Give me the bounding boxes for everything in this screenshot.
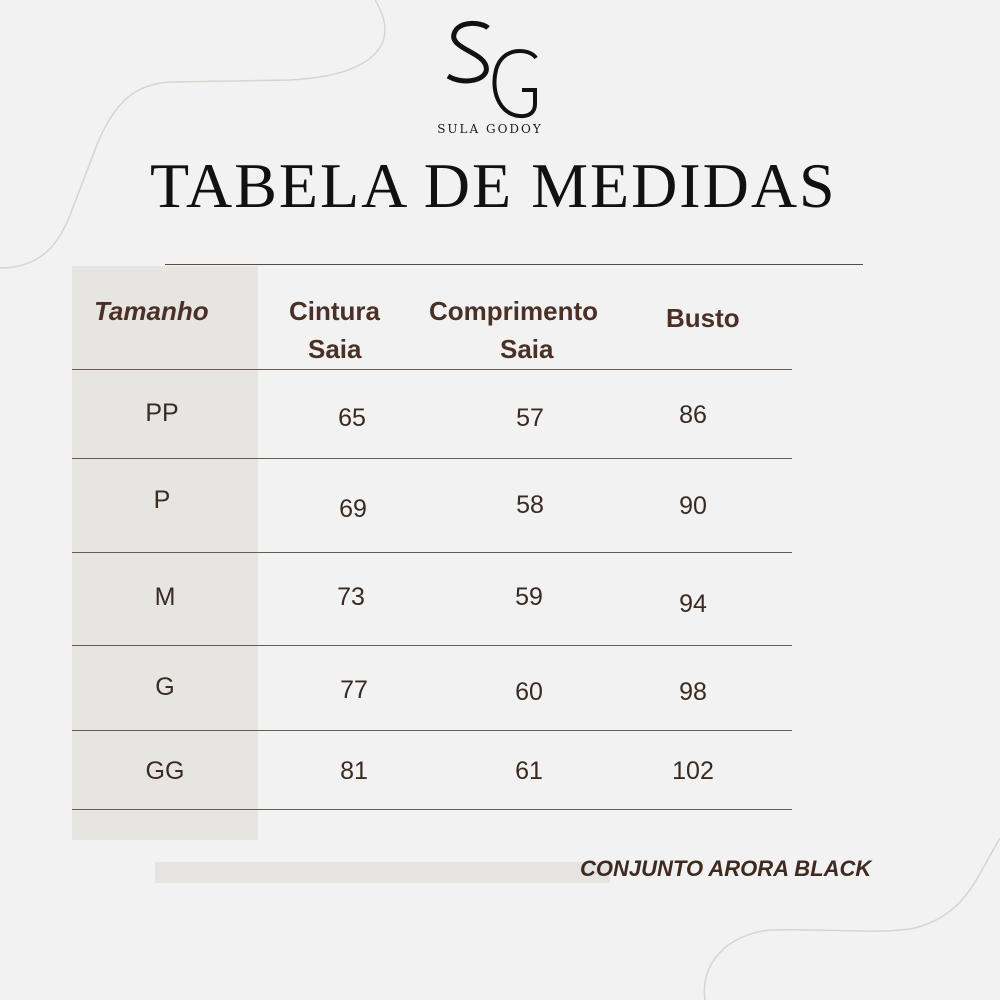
cell-length: 60 [515,678,543,706]
header-waist [289,292,380,368]
row-divider [72,645,792,646]
cell-size: G [155,673,175,701]
cell-size: PP [145,399,179,427]
size-column-background [72,266,258,840]
cell-bust: 98 [679,678,707,706]
cell-bust: 102 [672,757,714,785]
cell-length: 59 [515,583,543,611]
cell-waist: 81 [340,757,368,785]
header-length-line2: Saia [500,334,554,364]
row-divider [72,369,792,370]
cell-length: 61 [515,757,543,785]
row-divider [72,809,792,810]
cell-bust: 90 [679,492,707,520]
header-bust: Busto [666,303,740,333]
row-divider [72,552,792,553]
cell-size: M [154,583,176,611]
brand-name: SULA GODOY [437,122,543,136]
header-length-line1: Comprimento [429,296,598,326]
cell-waist: 65 [338,404,366,432]
footer-decorative-bar [155,862,610,883]
header-waist-line2: Saia [308,334,362,364]
title-divider [165,264,863,265]
cell-length: 57 [516,404,544,432]
brand-logo-monogram [440,18,550,124]
product-name: CONJUNTO ARORA BLACK [580,856,872,881]
header-length [429,292,598,368]
cell-size: GG [145,757,185,785]
cell-waist: 77 [340,676,368,704]
cell-length: 58 [516,491,544,519]
cell-waist: 69 [339,495,367,523]
header-waist-line1: Cintura [289,296,380,326]
page-title: TABELA DE MEDIDAS [150,150,837,221]
row-divider [72,458,792,459]
cell-bust: 86 [679,401,707,429]
cell-bust: 94 [679,590,707,618]
row-divider [72,730,792,731]
header-size: Tamanho [94,296,209,326]
cell-waist: 73 [337,583,365,611]
cell-size: P [153,486,171,514]
